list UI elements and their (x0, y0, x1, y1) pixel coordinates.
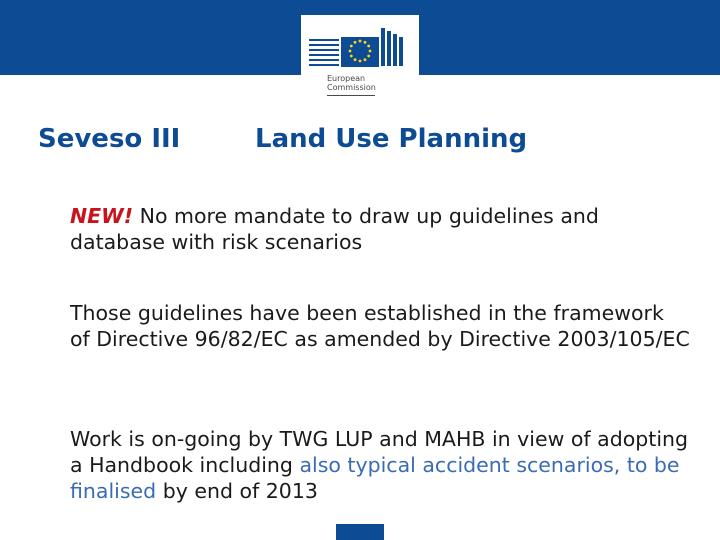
paragraph-guidelines (70, 300, 690, 352)
paragraph-work-ongoing (70, 426, 690, 504)
title-land-use-planning: Land Use Planning (255, 124, 528, 154)
european-commission-logo (301, 15, 419, 102)
title-seveso: Seveso III (38, 124, 181, 154)
logo-wordmark (327, 74, 376, 92)
paragraph-1-text: No more mandate to draw up guidelines and database with risk scenarios (70, 204, 599, 254)
logo-line-commission: Commission (327, 83, 376, 92)
paragraph-3-highlight: also typical accident scenarios, to be finalised (70, 453, 680, 503)
new-tag: NEW! (70, 204, 134, 228)
paragraph-new-mandate (70, 203, 690, 255)
paragraph-3-end: by end of 2013 (156, 479, 318, 503)
paragraph-2-text: Those guidelines have been established in the framework of Directive 96/82/EC as amended by Directive 2003/105/EC (70, 301, 690, 351)
paragraph-3-start: Work is on-going by TWG LUP and MAHB in view of adopting a Handbook including (70, 427, 689, 477)
logo-line-european: European (327, 74, 366, 83)
footer-bar (336, 524, 384, 540)
